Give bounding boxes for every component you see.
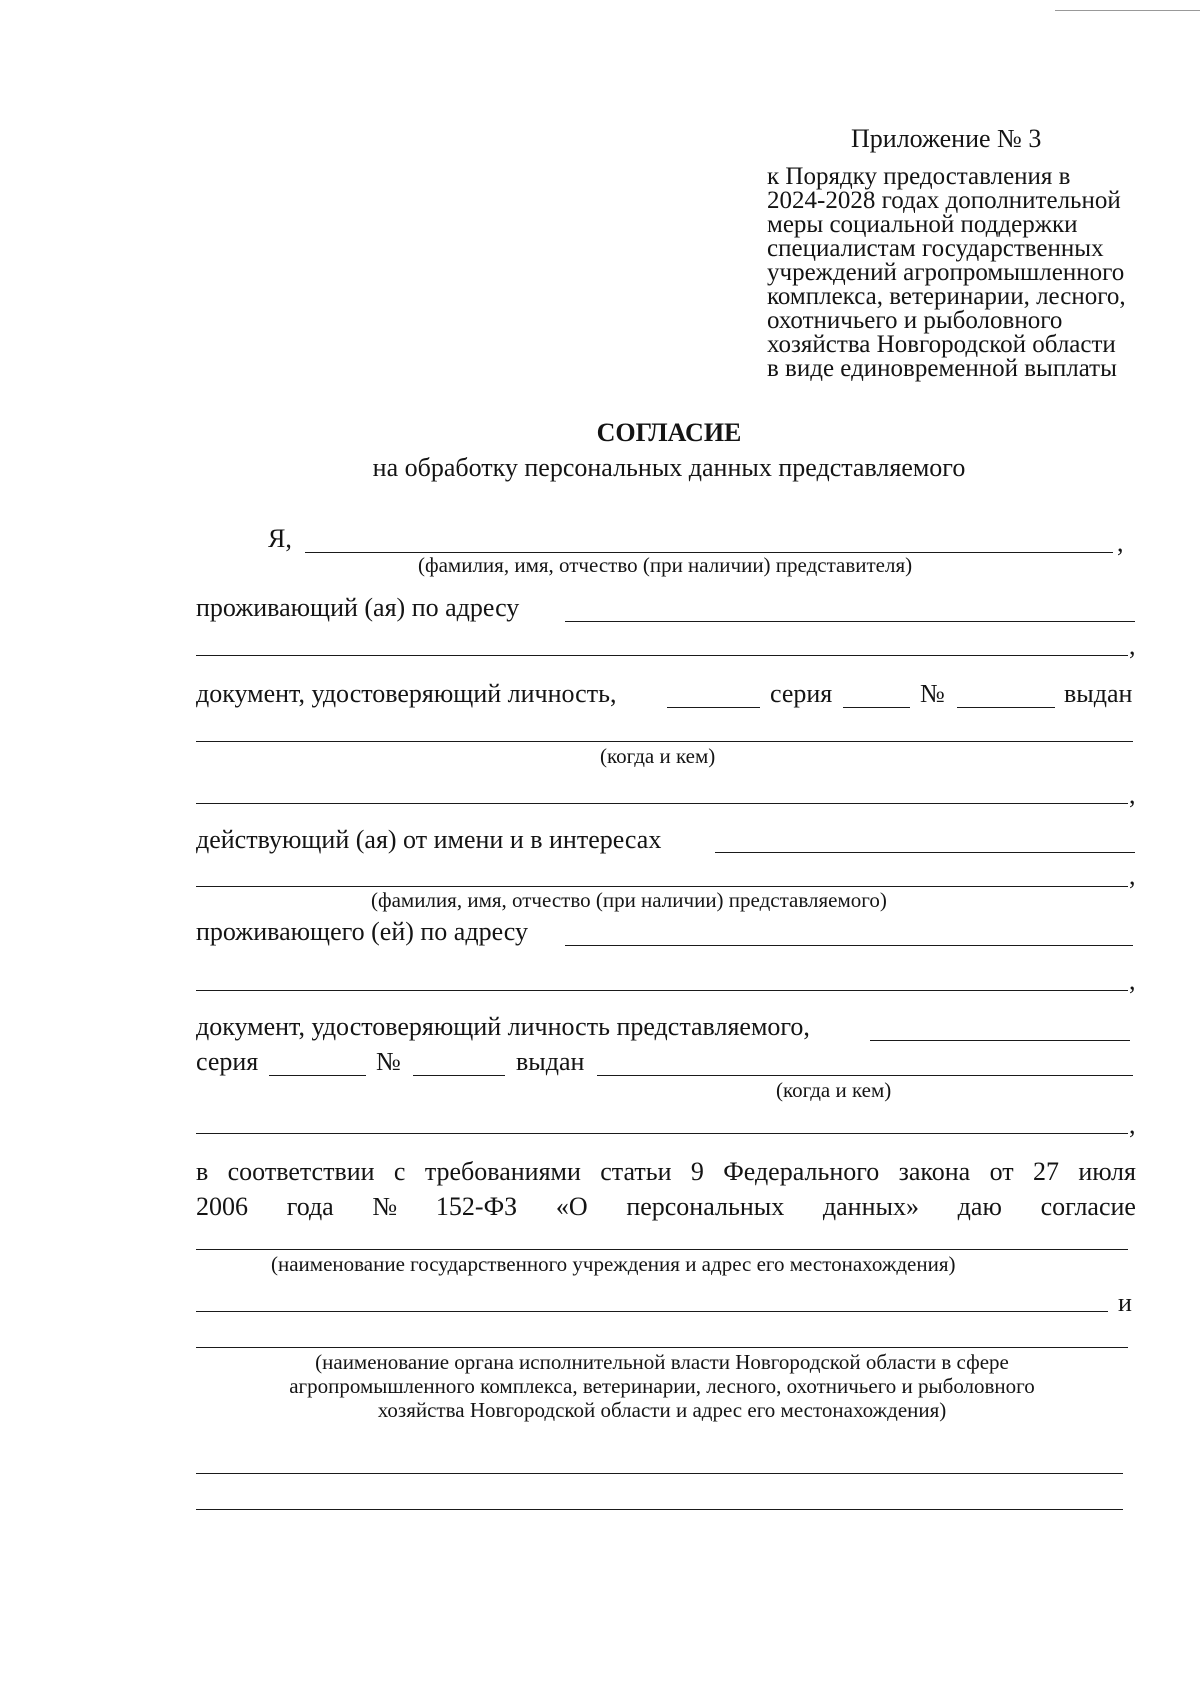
institution-field[interactable]: [196, 1249, 1128, 1250]
hint-represented-name: (фамилия, имя, отчество (при наличии) представляемого): [371, 888, 887, 912]
consent-word: «О: [555, 1192, 588, 1221]
consent-word: с: [393, 1157, 406, 1186]
label-identity-doc: документ, удостоверяющий личность,: [196, 679, 617, 708]
authority-field-2[interactable]: [196, 1473, 1123, 1474]
comma: ,: [1129, 966, 1136, 995]
represented-name-field[interactable]: [715, 852, 1135, 853]
consent-word: персональных: [626, 1192, 785, 1221]
scan-edge-line: [1055, 10, 1200, 11]
consent-word: 2006: [196, 1192, 248, 1221]
label-number-2: №: [376, 1047, 401, 1076]
identity-doc-series-field[interactable]: [843, 707, 910, 708]
represented-doc-issued-field[interactable]: [597, 1075, 1133, 1076]
consent-word: от: [989, 1157, 1014, 1186]
label-series-2: серия: [196, 1047, 259, 1076]
consent-word: Федерального: [723, 1157, 880, 1186]
identity-doc-number-field[interactable]: [957, 707, 1055, 708]
annex-reference-line: к Порядку предоставления в: [767, 163, 1071, 190]
authority-field[interactable]: [196, 1347, 1128, 1348]
hint-institution: (наименование государственного учреждения и адрес его местонахождения): [271, 1252, 956, 1276]
consent-word: 9: [690, 1157, 704, 1186]
represented-address-field-2[interactable]: [196, 990, 1128, 991]
annex-reference-line: комплекса, ветеринарии, лесного,: [767, 283, 1126, 310]
consent-word: 27: [1032, 1157, 1059, 1186]
consent-word: соответствии: [227, 1157, 375, 1186]
represented-doc-type-field[interactable]: [870, 1040, 1130, 1041]
comma: ,: [1129, 631, 1136, 660]
represented-name-field-2[interactable]: [196, 886, 1128, 887]
represented-doc-issued-field-2[interactable]: [196, 1133, 1128, 1134]
label-and: и: [1118, 1288, 1132, 1317]
consent-word: июля: [1078, 1157, 1136, 1186]
consent-word: №: [372, 1192, 398, 1221]
representative-address-field[interactable]: [565, 621, 1135, 622]
document-title: СОГЛАСИЕ: [596, 418, 742, 447]
comma: ,: [1129, 780, 1136, 809]
label-issued-2: выдан: [516, 1047, 585, 1076]
consent-word: данных»: [822, 1192, 919, 1221]
consent-word: статьи: [600, 1157, 672, 1186]
represented-doc-number-field[interactable]: [413, 1075, 505, 1076]
identity-doc-type-field[interactable]: [667, 707, 760, 708]
hint-representative-name: (фамилия, имя, отчество (при наличии) представителя): [418, 553, 913, 577]
consent-word: в: [196, 1157, 209, 1186]
document-subtitle: на обработку персональных данных представляемого: [372, 453, 966, 482]
comma: ,: [1117, 528, 1124, 557]
label-residing-address: проживающий (ая) по адресу: [196, 593, 520, 622]
comma: ,: [1129, 1110, 1136, 1139]
hint-authority-line-3: хозяйства Новгородской области и адрес его местонахождения): [377, 1398, 947, 1422]
annex-reference-line: меры социальной поддержки: [767, 211, 1078, 238]
consent-text-line-2: [196, 1192, 1136, 1222]
label-acting-on-behalf: действующий (ая) от имени и в интересах: [196, 825, 662, 854]
annex-reference-line: хозяйства Новгородской области: [767, 331, 1116, 358]
consent-word: требованиями: [424, 1157, 581, 1186]
authority-field-3[interactable]: [196, 1509, 1123, 1510]
annex-title: Приложение № 3: [851, 124, 1042, 153]
identity-doc-issued-field[interactable]: [196, 741, 1133, 742]
label-represented-identity-doc: документ, удостоверяющий личность представляемого,: [196, 1012, 810, 1041]
label-ya: Я,: [268, 524, 292, 553]
label-issued: выдан: [1064, 679, 1133, 708]
hint-authority-line-2: агропромышленного комплекса, ветеринарии, лесного, охотничьего и рыболовного: [289, 1374, 1035, 1398]
hint-when-by-whom: (когда и кем): [600, 744, 716, 768]
consent-word: года: [286, 1192, 334, 1221]
annex-reference-line: 2024-2028 годах дополнительной: [767, 187, 1121, 214]
hint-when-by-whom-2: (когда и кем): [776, 1078, 892, 1102]
representative-address-field-2[interactable]: [196, 655, 1128, 656]
consent-word: закона: [898, 1157, 971, 1186]
annex-reference-line: специалистам государственных: [767, 235, 1104, 262]
represented-doc-series-field[interactable]: [269, 1075, 366, 1076]
label-number: №: [920, 679, 945, 708]
annex-reference-line: в виде единовременной выплаты: [767, 355, 1117, 382]
consent-word: согласие: [1040, 1192, 1136, 1221]
represented-address-field[interactable]: [565, 945, 1133, 946]
comma: ,: [1129, 861, 1136, 890]
hint-authority-line-1: (наименование органа исполнительной власти Новгородской области в сфере: [315, 1350, 1009, 1374]
annex-reference-line: учреждений агропромышленного: [767, 259, 1125, 286]
annex-reference-line: охотничьего и рыболовного: [767, 307, 1063, 334]
label-series: серия: [770, 679, 833, 708]
consent-text-line-1: [196, 1157, 1136, 1187]
institution-field-2[interactable]: [196, 1311, 1108, 1312]
consent-word: даю: [957, 1192, 1002, 1221]
consent-word: 152-ФЗ: [435, 1192, 518, 1221]
identity-doc-issued-field-2[interactable]: [196, 803, 1128, 804]
label-represented-address: проживающего (ей) по адресу: [196, 917, 528, 946]
